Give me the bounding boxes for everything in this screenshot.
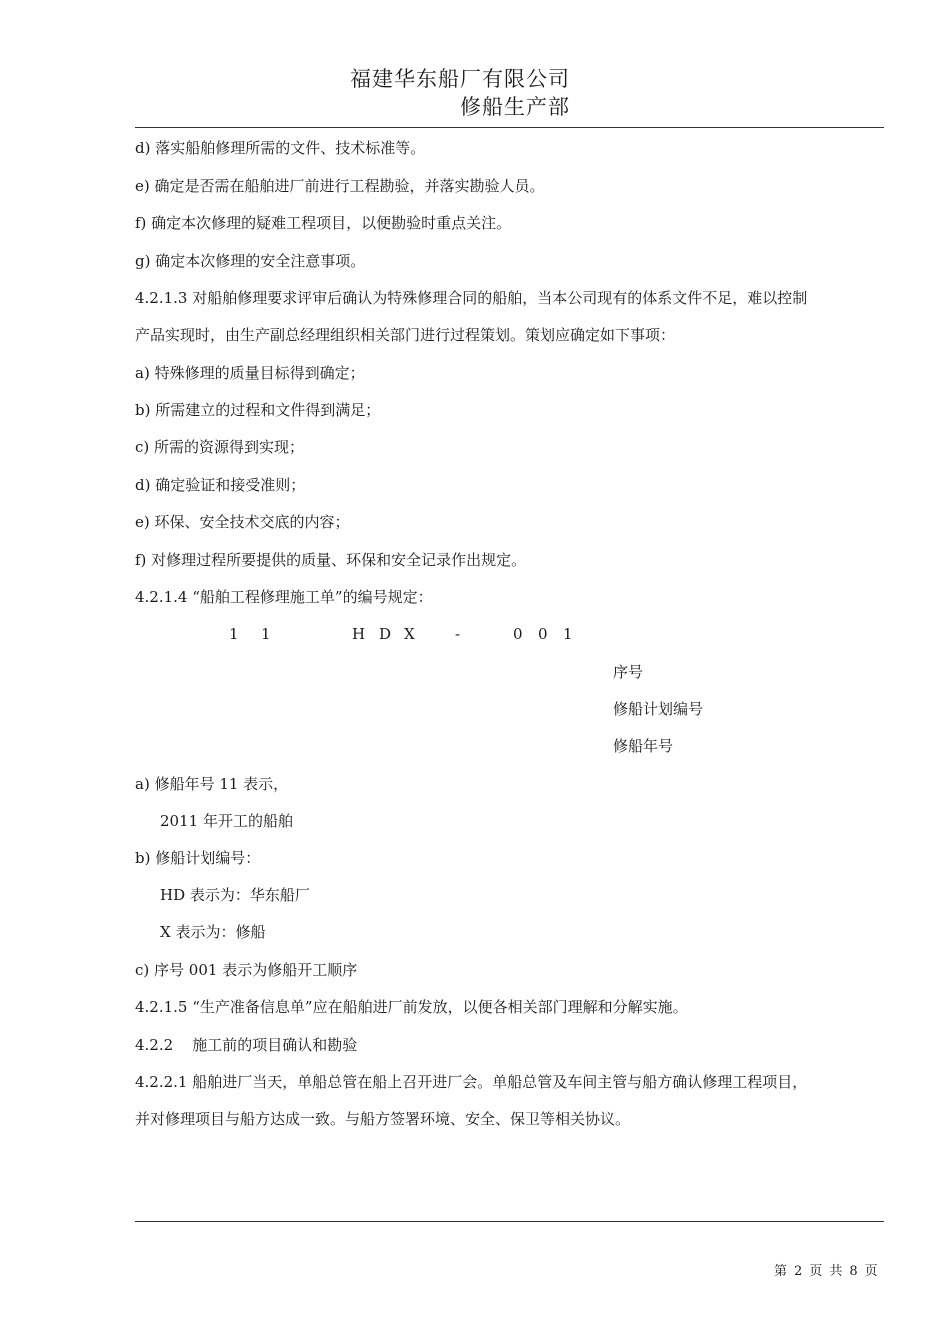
- section-4213-line2: 产品实现时，由生产副总经理组织相关部门进行过程策划。策划应确定如下事项：: [135, 326, 676, 344]
- item-c-seq: c) 序号 001 表示为修船开工顺序: [135, 961, 358, 979]
- code-dash: -: [455, 625, 461, 643]
- item-e-environment: e) 环保、安全技术交底的内容；: [135, 513, 350, 531]
- code-label-year: 修船年号: [613, 737, 674, 755]
- item-b-process: b) 所需建立的过程和文件得到满足；: [135, 401, 381, 419]
- footer-page: 2: [794, 1264, 804, 1279]
- section-4215: 4.2.1.5 “生产准备信息单”应在船舶进厂前发放，以便各相关部门理解和分解实施。: [135, 998, 688, 1016]
- code-char: 1: [261, 625, 271, 643]
- section-4221-line2: 并对修理项目与船方达成一致。与船方签署环境、安全、保卫等相关协议。: [135, 1110, 631, 1128]
- item-a-year: a) 修船年号 11 表示，: [135, 775, 289, 793]
- item-b-x: X 表示为：修船: [160, 923, 266, 941]
- section-422: 4.2.2 施工前的项目确认和勘验: [135, 1036, 358, 1054]
- page-number: [774, 1260, 885, 1279]
- section-4221-line1: 4.2.2.1 船舶进厂当天，单船总管在船上召开进厂会。单船总管及车间主管与船方确认修理工程项目，: [135, 1073, 808, 1091]
- department-name: 修船生产部: [460, 95, 570, 119]
- item-f-difficult: f) 确定本次修理的疑难工程项目，以便勘验时重点关注。: [135, 214, 512, 232]
- code-char: 1: [229, 625, 239, 643]
- code-label-plan: 修船计划编号: [613, 700, 704, 718]
- code-char: H: [352, 625, 366, 643]
- code-char: 0: [513, 625, 523, 643]
- header-divider: [135, 127, 884, 128]
- footer-ye: 页: [809, 1264, 824, 1279]
- footer-total: 8: [849, 1264, 859, 1279]
- code-char: D: [379, 625, 392, 643]
- item-c-resources: c) 所需的资源得到实现；: [135, 438, 305, 456]
- item-b-hd: HD 表示为：华东船厂: [160, 886, 310, 904]
- code-char: 0: [538, 625, 548, 643]
- code-char: X: [404, 625, 415, 643]
- company-name: 福建华东船厂有限公司: [350, 67, 570, 91]
- footer-ye: 页: [864, 1264, 879, 1279]
- footer-di: 第: [774, 1264, 789, 1279]
- footer-divider: [135, 1221, 884, 1222]
- item-a-quality: a) 特殊修理的质量目标得到确定；: [135, 364, 365, 382]
- item-f-records: f) 对修理过程所要提供的质量、环保和安全记录作出规定。: [135, 551, 527, 569]
- section-4213-line1: 4.2.1.3 对船舶修理要求评审后确认为特殊修理合同的船舶，当本公司现有的体系文件不足，难以控制: [135, 289, 808, 307]
- section-4214: 4.2.1.4 “船舶工程修理施工单”的编号规定：: [135, 588, 433, 606]
- item-g-safety: g) 确定本次修理的安全注意事项。: [135, 252, 366, 270]
- item-b-plan: b) 修船计划编号：: [135, 849, 261, 867]
- item-e-survey: e) 确定是否需在船舶进厂前进行工程勘验，并落实勘验人员。: [135, 177, 545, 195]
- item-a-year-desc: 2011 年开工的船舶: [160, 812, 293, 830]
- footer-gong: 共: [829, 1264, 844, 1279]
- item-d-criteria: d) 确定验证和接受准则；: [135, 476, 306, 494]
- code-label-seq: 序号: [613, 663, 644, 681]
- code-char: 1: [563, 625, 573, 643]
- item-d-files: d) 落实船舶修理所需的文件、技术标准等。: [135, 139, 426, 157]
